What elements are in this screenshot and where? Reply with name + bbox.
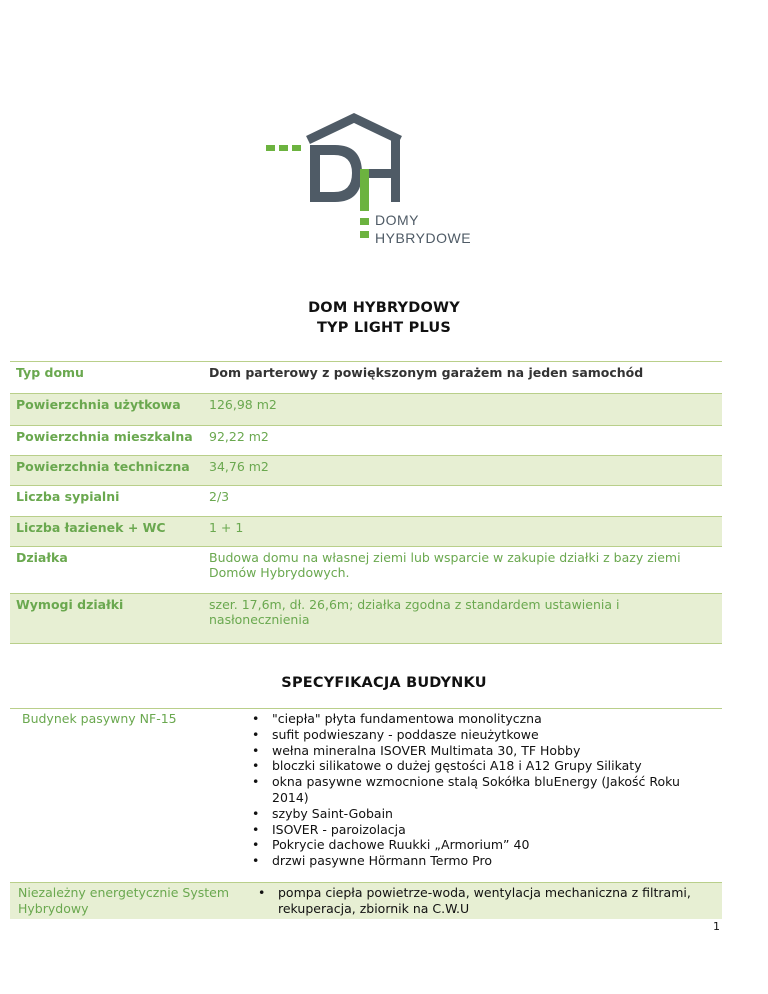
spec-label: Typ domu bbox=[16, 365, 84, 380]
feature-items-cell bbox=[248, 883, 722, 919]
spec-value: 126,98 m2 bbox=[209, 397, 277, 412]
logo-roof bbox=[308, 118, 400, 140]
feature-item: • wełna mineralna ISOVER Multimata 30, TF Hobby bbox=[242, 743, 722, 759]
logo-letter-h-bar bbox=[366, 169, 400, 178]
feature-item: • okna pasywne wzmocnione stalą Sokółka bluEnergy (Jakość Roku 2014) bbox=[242, 774, 722, 806]
spec-label: Powierzchnia użytkowa bbox=[16, 397, 181, 412]
title-line-1: DOM HYBRYDOWY bbox=[308, 300, 460, 316]
feature-label: Budynek pasywny NF-15 bbox=[22, 711, 177, 726]
logo-dot bbox=[266, 145, 275, 151]
domy-hybrydowe-logo bbox=[262, 112, 502, 246]
feature-item: • sufit podwieszany - poddasze nieużytkowe bbox=[242, 727, 722, 743]
title-line-2: TYP LIGHT PLUS bbox=[316, 320, 452, 336]
feature-list bbox=[242, 711, 722, 869]
logo-green-stem bbox=[360, 169, 369, 211]
features-table-1 bbox=[10, 708, 722, 869]
spec-value: 1 + 1 bbox=[209, 520, 244, 535]
spec-value: Dom parterowy z powiększonym garażem na jeden samochód bbox=[209, 365, 644, 380]
spec-row bbox=[10, 547, 722, 594]
spec-value: 92,22 m2 bbox=[209, 429, 269, 444]
logo-text-domy: DOMY bbox=[375, 212, 419, 228]
feature-row bbox=[10, 709, 722, 869]
spec-label: Wymogi działki bbox=[16, 597, 124, 612]
spec-label: Powierzchnia techniczna bbox=[16, 459, 190, 474]
logo-letter-d bbox=[310, 145, 362, 202]
feature-item: • drzwi pasywne Hörmann Termo Pro bbox=[242, 853, 722, 869]
logo-text-hybrydowe: HYBRYDOWE bbox=[375, 230, 472, 246]
spec-value: 2/3 bbox=[209, 489, 230, 504]
feature-items-cell bbox=[242, 709, 722, 869]
spec-row bbox=[10, 517, 722, 547]
spec-row bbox=[10, 362, 722, 394]
feature-item: • "ciepła" płyta fundamentowa monolityczna bbox=[242, 711, 722, 727]
feature-item: • ISOVER - paroizolacja bbox=[242, 822, 722, 838]
feature-item: • Pokrycie dachowe Ruukki „Armorium” 40 bbox=[242, 837, 722, 853]
feature-item: • bloczki silikatowe o dużej gęstości A18 i A12 Grupy Silikaty bbox=[242, 758, 722, 774]
spec-row bbox=[10, 594, 722, 644]
logo-dot bbox=[279, 145, 288, 151]
feature-item: • pompa ciepła powietrze-woda, wentylacja mechaniczna z filtrami, rekuperacja, zbiornik na C.W.U bbox=[248, 885, 722, 917]
logo-green-dot bbox=[360, 231, 369, 238]
spec-label: Liczba łazienek + WC bbox=[16, 520, 166, 535]
spec-label: Działka bbox=[16, 550, 68, 565]
spec-row bbox=[10, 486, 722, 517]
logo-green-dot bbox=[360, 218, 369, 225]
spec-row bbox=[10, 456, 722, 486]
spec-label: Powierzchnia mieszkalna bbox=[16, 429, 193, 444]
page-number: 1 bbox=[713, 920, 720, 933]
document-title bbox=[0, 298, 768, 338]
section-title: SPECYFIKACJA BUDYNKU bbox=[281, 675, 487, 691]
features-table-2 bbox=[10, 882, 722, 919]
logo-dot bbox=[292, 145, 301, 151]
spec-label: Liczba sypialni bbox=[16, 489, 120, 504]
spec-value: 34,76 m2 bbox=[209, 459, 269, 474]
spec-value: szer. 17,6m, dł. 26,6m; działka zgodna z standardem ustawienia i nasłonecznienia bbox=[209, 597, 620, 627]
spec-value: Budowa domu na własnej ziemi lub wsparcie w zakupie działki z bazy ziemi Domów Hybrydowych. bbox=[209, 550, 681, 580]
feature-list bbox=[248, 885, 722, 917]
feature-label: Niezależny energetycznie System Hybrydowy bbox=[18, 885, 230, 916]
specs-table bbox=[10, 361, 722, 644]
feature-item: • szyby Saint-Gobain bbox=[242, 806, 722, 822]
spec-row bbox=[10, 426, 722, 456]
spec-row bbox=[10, 394, 722, 426]
feature-row bbox=[10, 883, 722, 919]
